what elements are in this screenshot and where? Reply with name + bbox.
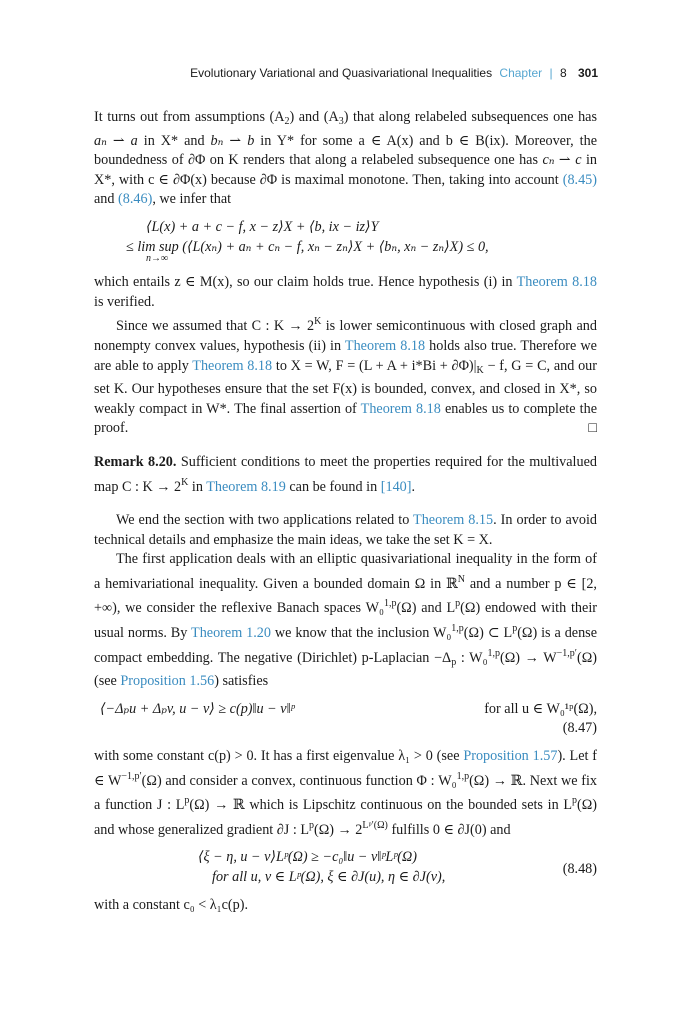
paragraph-assumptions: It turns out from assumptions $(A_2)$ and $(A_3)$ that along relabeled subsequences one has aₙ ⇀ a in X* and bₙ ⇀ b in Y* for some a ∈ A(x) and b ∈ B(ix). Moreover, the boundedness of ∂Φ on K renders that along a relabeled subsequence one has cₙ ⇀ c in X*, with c ∈ ∂Φ(x) because ∂Φ is maximal monotone. Then, taking into account (8.45) and (8.46), we infer that	[94, 109, 597, 208]
paragraph-hypothesis: Since we assumed that C : $K \to 2^K$ is lower semicontinuous with closed graph and nonempty convex values, hypothesis (ii) in Theorem 8.18 holds also true. Therefore we are able to apply Theorem 8.18 to X = W, $F = (L + A + i*Bi + \partial\Phi)|_K - f$, G = C, and our set K. Our hypotheses ensure that the set F(x) is bounded, convex, and closed in X*, so weakly compact in W*. The final assertion of Theorem 8.18 enables us to complete the proof. □	[94, 312, 597, 439]
equation-line: ⟨L(x) + a + c − f, x − z⟩X + ⟨b, ix − iz⟩Y	[146, 218, 379, 235]
qed-symbol: □	[588, 420, 597, 437]
equation-line: ≤ lim sup (⟨L(xₙ) + aₙ + cₙ − f, xₙ − zₙ⟩X + ⟨bₙ, xₙ − zₙ⟩X) ≤ 0,	[126, 238, 489, 255]
paragraph-eigenvalue: with some constant c(p) > 0. It has a first eigenvalue λ₁ > 0 (see Proposition 1.57). Let f ∈ $W^{-1,p'}(\Omega)$ and consider a convex, continuous function Φ : W₀$^{1,p}$(Ω) → ℝ. Next we fix a function J : $L^p(\Omega)$ → ℝ which is Lipschitz continuous on the bounded sets in $L^p(\Omega)$ and whose generalized gradient ∂J : $L^p(\Omega) \to 2^{Lᵖ'(\Omega)}$ fulfills 0 ∈ ∂J(0) and	[94, 748, 598, 838]
proposition-link-1-57[interactable]: Proposition 1.57	[463, 748, 558, 765]
paragraph-applications: We end the section with two applications related to Theorem 8.15. In order to avoid technical details and emphasize the main ideas, we take the set K = X.	[94, 512, 597, 548]
equation-line: ⟨−Δₚu + Δₚv, u − v⟩ ≥ c(p)‖u − v‖ᵖ for all u ∈ W₀¹ᵖ(Ω),	[100, 700, 597, 717]
page-number: 301	[577, 66, 598, 80]
limsup-subscript: n→∞	[146, 253, 169, 265]
equation-line: ⟨ξ − η, u − v⟩Lᵖ(Ω) ≥ −c₀‖u − v‖ᵖLᵖ(Ω)	[198, 849, 417, 866]
theorem-link-8-18[interactable]: Theorem 8.18	[192, 357, 273, 374]
theorem-link-8-18[interactable]: Theorem 8.18	[360, 400, 441, 417]
theorem-link-1-20[interactable]: Theorem 1.20	[191, 625, 271, 642]
theorem-link-8-19[interactable]: Theorem 8.19	[206, 478, 286, 495]
paragraph-claim: which entails z ∈ M(x), so our claim holds true. Hence hypothesis (i) in Theorem 8.18 is verified.	[94, 274, 597, 310]
equation-link-8-46[interactable]: (8.46)	[118, 191, 153, 208]
chapter-number: 8	[559, 66, 567, 80]
remark-title: Remark 8.20.	[94, 453, 177, 470]
reference-link-140[interactable]: [140]	[380, 478, 412, 495]
theorem-link-8-15[interactable]: Theorem 8.15	[413, 512, 494, 529]
remark-8-20: Remark 8.20. Sufficient conditions to meet the properties required for the multivalued map C : $K \to 2^K$ in Theorem 8.19 can be found in [140].	[94, 453, 597, 495]
chapter-label: Chapter	[499, 66, 543, 80]
page-body	[94, 108, 597, 915]
running-header	[94, 66, 598, 80]
equation-link-8-45[interactable]: (8.45)	[562, 171, 597, 188]
proposition-link-1-56[interactable]: Proposition 1.56	[120, 673, 215, 690]
display-equation-8-48	[94, 848, 597, 887]
paragraph-constant: with a constant c₀ < λ₁c(p).	[94, 896, 248, 913]
equation-number: (8.48)	[562, 861, 597, 878]
theorem-link-8-18[interactable]: Theorem 8.18	[516, 274, 597, 291]
display-equation-limsup	[94, 218, 597, 265]
theorem-link-8-18[interactable]: Theorem 8.18	[344, 337, 426, 354]
display-equation-8-47	[94, 700, 597, 739]
equation-line: for all u, v ∈ Lᵖ(Ω), ξ ∈ ∂J(u), η ∈ ∂J(v),	[212, 869, 446, 885]
paragraph-first-application: The first application deals with an elliptic quasivariational inequality in the form of a hemivariational inequality. Given a bounded domain Ω in ℝ$^N$ and a number p ∈ [2, +∞), we consider the reflexive Banach spaces W₀$^{1,p}$(Ω) and $L^p(\Omega)$ endowed with their usual norms. By Theorem 1.20 we know that the inclusion W₀$^{1,p}$(Ω) ⊂ $L^p(\Omega)$ is a dense compact embedding. The negative (Dirichlet) p-Laplacian $-\Delta_p$ : $W_0^{1,p}(\Omega) \to W^{-1,p'}(\Omega)$ (see Proposition 1.56) satisfies	[94, 551, 598, 690]
header-separator: |	[549, 66, 553, 80]
equation-number: (8.47)	[562, 720, 597, 737]
running-title: Evolutionary Variational and Quasivariational Inequalities	[190, 66, 493, 80]
